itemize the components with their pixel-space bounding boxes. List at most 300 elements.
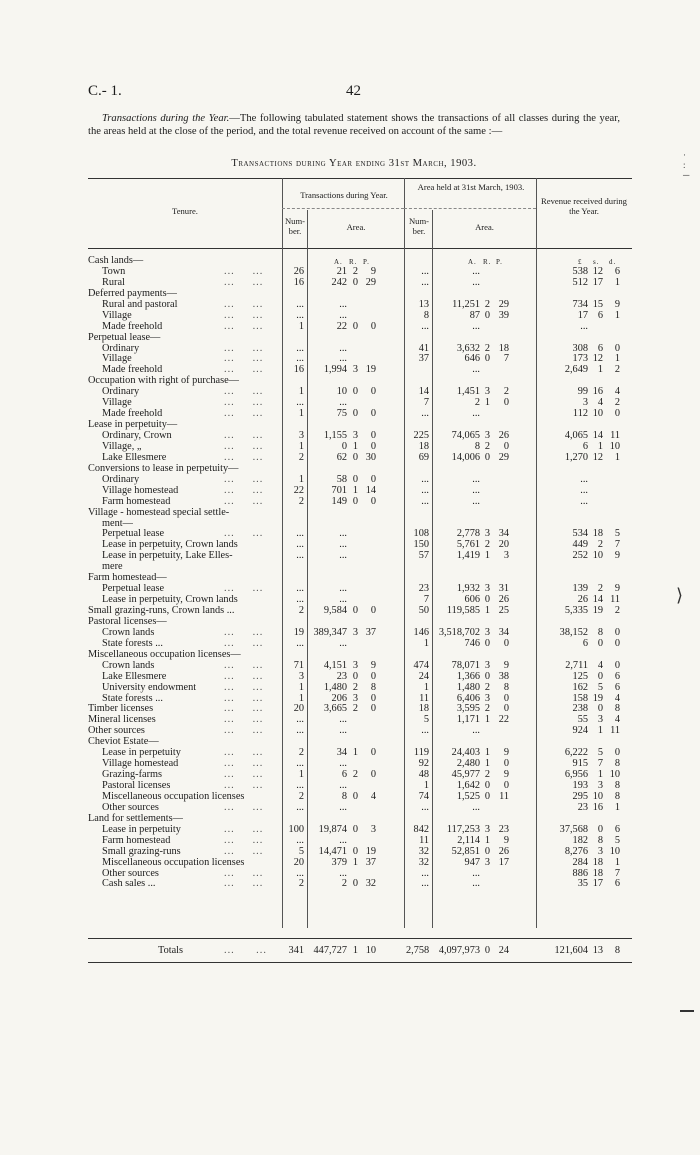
cell-revenue-pence: 10: [609, 440, 620, 452]
cell-held-acres: ...: [472, 801, 480, 813]
cell-acres: ...: [339, 637, 347, 649]
leader-dots: ... ...: [224, 320, 264, 332]
cell-acres: ...: [339, 583, 347, 595]
leader-dots: ... ...: [224, 298, 264, 310]
unit-acres: A.: [468, 258, 477, 266]
cell-roods: 3: [352, 692, 358, 704]
cell-held-number: ...: [421, 878, 429, 890]
tenure-label: Small grazing-runs: [102, 845, 181, 857]
tenure-label: Timber licenses: [88, 703, 154, 715]
cell-number: 19: [293, 626, 304, 638]
cell-revenue-pounds: 886: [572, 867, 588, 879]
cell-held-acres: 1,451: [456, 386, 480, 398]
unit-roods: R.: [483, 258, 492, 266]
leader-dots: ... ...: [224, 725, 264, 737]
cell-held-number: 69: [418, 451, 429, 463]
cell-revenue-shillings: 17: [592, 878, 603, 890]
tenure-label: Lease in perpetuity: [102, 747, 181, 759]
cell-acres: 58: [336, 473, 347, 485]
cell-held-roods: 0: [484, 637, 490, 649]
cell-acres: ...: [339, 353, 347, 365]
cell-held-number: 108: [413, 528, 429, 540]
table-row: [88, 617, 632, 628]
cell-revenue-pounds: 17: [577, 309, 588, 321]
cell-held-acres: 5,761: [456, 539, 480, 551]
cell-revenue-pence: 6: [614, 265, 620, 277]
cell-held-acres: 1,642: [456, 780, 480, 791]
cell-held-perches: 2: [503, 386, 509, 398]
cell-revenue-shillings: 18: [592, 528, 603, 540]
cell-held-perches: 8: [503, 681, 509, 693]
cell-roods: 0: [352, 670, 358, 682]
cell-roods: 0: [352, 790, 358, 802]
cell-revenue-pence: 11: [610, 725, 620, 737]
cell-revenue-pounds: 2,711: [565, 659, 588, 671]
tenure-label: Crown lands: [102, 659, 155, 671]
table-row: [88, 431, 632, 442]
cell-revenue-pounds: 37,568: [559, 823, 588, 835]
tenure-label: Lease in perpetuity, Lake Elles-: [102, 550, 233, 562]
leader-dots: ... ...: [224, 408, 264, 420]
tenure-label: Rural: [102, 276, 125, 288]
cell-revenue-shillings: 3: [597, 714, 603, 726]
tenure-label: Ordinary: [102, 386, 140, 398]
cell-revenue-pounds: 238: [572, 703, 588, 715]
cell-acres: 14,471: [318, 845, 347, 857]
cell-held-acres: 8: [474, 440, 480, 452]
cell-revenue-shillings: 4: [597, 659, 603, 671]
table-top-rule: [88, 178, 632, 179]
table-row: [88, 267, 632, 278]
cell-revenue-shillings: 1: [597, 725, 603, 737]
cell-held-perches: 0: [503, 692, 509, 704]
cell-revenue-pence: 4: [614, 692, 620, 704]
cell-held-number: ...: [421, 473, 429, 485]
cell-held-number: ...: [421, 276, 429, 288]
table-row: [88, 650, 632, 661]
table-row: [88, 606, 632, 617]
cell-revenue-shillings: 0: [597, 703, 603, 715]
cell-revenue-shillings: 4: [597, 397, 603, 409]
cell-revenue-pence: 4: [614, 386, 620, 398]
leader-dots: ... ...: [224, 714, 264, 726]
cell-held-acres: 14,006: [451, 451, 480, 463]
cell-revenue-shillings: 3: [597, 780, 603, 791]
tenure-label: Pastoral licenses: [102, 780, 171, 791]
table-row: [88, 256, 632, 267]
cell-revenue-pounds: 35: [577, 878, 588, 890]
cell-revenue-pence: 7: [614, 867, 620, 879]
cell-revenue-pence: 2: [614, 364, 620, 376]
cell-held-roods: 1: [484, 747, 490, 759]
table-row: [88, 442, 632, 453]
cell-acres: ...: [339, 758, 347, 770]
tenure-label: Village homestead: [102, 758, 179, 770]
cell-held-number: ...: [421, 320, 429, 332]
cell-held-perches: 26: [498, 845, 509, 857]
cell-number: ...: [296, 539, 304, 551]
cell-revenue-pence: 5: [614, 528, 620, 540]
leader-dots: ... ...: [224, 823, 264, 835]
tenure-label: Lease in perpetuity, Crown lands: [102, 594, 238, 606]
cell-held-roods: 2: [484, 298, 490, 310]
cell-held-acres: ...: [472, 878, 480, 890]
totals-revenue-pounds: 121,604: [554, 945, 588, 956]
cell-acres: 2: [341, 878, 347, 890]
tenure-label: Village homestead: [102, 484, 179, 496]
cell-held-roods: 0: [484, 451, 490, 463]
unit-pence: d.: [609, 258, 617, 266]
cell-held-acres: ...: [472, 495, 480, 507]
cell-held-acres: 2,114: [457, 834, 480, 846]
leader-dots: ... ...: [224, 758, 264, 770]
cell-revenue-shillings: 0: [597, 637, 603, 649]
cell-perches: 4: [370, 790, 376, 802]
table-row: [88, 573, 632, 584]
cell-held-roods: 0: [484, 670, 490, 682]
cell-acres: 10: [336, 386, 347, 398]
cell-revenue-pence: 6: [614, 823, 620, 835]
leader-dots: ... ...: [224, 309, 264, 321]
cell-revenue-pounds: 112: [572, 408, 588, 420]
unit-perches: P.: [363, 258, 370, 266]
cell-number: ...: [296, 758, 304, 770]
transactions-table: [88, 178, 632, 1003]
tenure-label: Made freehold: [102, 408, 163, 420]
intro-paragraph: [88, 112, 620, 138]
table-row: [88, 562, 632, 573]
cell-revenue-pounds: 284: [572, 856, 588, 868]
tenure-label: Land for settlements—: [88, 812, 183, 824]
cell-perches: 19: [365, 364, 376, 376]
area-header: Area.: [346, 222, 366, 232]
unit-pounds: £: [578, 258, 583, 266]
cell-held-roods: 3: [484, 856, 490, 868]
tenure-label: Village: [102, 309, 132, 321]
cell-perches: 3: [370, 823, 376, 835]
cell-perches: 0: [370, 440, 376, 452]
cell-held-acres: 24,403: [451, 747, 480, 759]
cell-revenue-pounds: 2,649: [564, 364, 588, 376]
cell-held-roods: 0: [484, 790, 490, 802]
cell-revenue-shillings: 1: [597, 769, 603, 781]
leader-dots: ... ...: [224, 364, 264, 376]
cell-acres: ...: [339, 550, 347, 562]
cell-revenue-pence: 8: [614, 758, 620, 770]
cell-revenue-shillings: 6: [597, 309, 603, 321]
table-bottom-rule: [88, 962, 632, 963]
cell-number: ...: [296, 714, 304, 726]
cell-acres: 379: [331, 856, 347, 868]
tenure-label: Farm homestead—: [88, 572, 167, 584]
cell-roods: 0: [352, 386, 358, 398]
cell-held-perches: 0: [503, 703, 509, 715]
cell-held-acres: 1,480: [456, 681, 480, 693]
cell-revenue-pounds: 6: [582, 637, 588, 649]
cell-number: ...: [296, 309, 304, 321]
cell-held-acres: 606: [464, 594, 480, 606]
cell-revenue-pence: 11: [610, 594, 620, 606]
table-row: [88, 759, 632, 770]
cell-acres: 1,480: [323, 681, 347, 693]
cell-number: 2: [298, 451, 304, 463]
tenure-label: Made freehold: [102, 364, 163, 376]
cell-number: 2: [298, 605, 304, 616]
cell-held-roods: 2: [484, 342, 490, 354]
cell-roods: 0: [352, 845, 358, 857]
cell-held-number: 7: [423, 397, 429, 409]
table-row: [88, 311, 632, 322]
cell-held-number: 1: [423, 681, 429, 693]
cell-acres: 242: [331, 276, 347, 288]
table-row: [88, 694, 632, 705]
cell-held-number: 13: [418, 298, 429, 310]
cell-number: ...: [296, 397, 304, 409]
cell-number: 2: [298, 878, 304, 890]
cell-held-number: ...: [421, 495, 429, 507]
cell-held-number: 146: [413, 626, 429, 638]
cell-number: ...: [296, 637, 304, 649]
cell-held-perches: 29: [498, 298, 509, 310]
leader-dots: ... ...: [224, 801, 264, 813]
leader-dots: ... ...: [224, 845, 264, 857]
cell-acres: ...: [339, 309, 347, 321]
cell-revenue-shillings: 14: [592, 594, 603, 606]
cell-revenue-shillings: 1: [597, 440, 603, 452]
cell-acres: 206: [331, 692, 347, 704]
cell-revenue-pence: 6: [614, 670, 620, 682]
cell-held-number: ...: [421, 484, 429, 496]
totals-revenue-pence: 8: [614, 945, 620, 956]
cell-number: ...: [296, 780, 304, 791]
cell-held-roods: 3: [484, 659, 490, 671]
tenure-label: Made freehold: [102, 320, 163, 332]
cell-number: 1: [298, 386, 304, 398]
cell-number: ...: [296, 342, 304, 354]
cell-revenue-pounds: ...: [580, 473, 588, 485]
cell-number: ...: [296, 353, 304, 365]
cell-held-perches: 7: [503, 353, 509, 365]
cell-held-perches: 26: [498, 594, 509, 606]
tenure-label: Cheviot Estate—: [88, 736, 159, 748]
cell-held-perches: 18: [498, 342, 509, 354]
cell-held-acres: 1,419: [456, 550, 480, 562]
cell-revenue-pence: 6: [614, 681, 620, 693]
leader-dots: ... ...: [224, 878, 264, 890]
tenure-label: Miscellaneous occupation licenses—: [88, 648, 241, 660]
totals-label: Totals: [158, 945, 184, 956]
series-label: C.- 1.: [88, 83, 122, 99]
cell-held-perches: 3: [503, 550, 509, 562]
totals-held-number: 2,758: [406, 945, 430, 956]
tenure-label: Town: [102, 265, 126, 277]
cell-held-roods: 3: [484, 528, 490, 540]
cell-perches: 0: [370, 430, 376, 441]
tenure-label: State forests ...: [102, 637, 163, 649]
header-bottom-rule: [88, 248, 632, 249]
cell-revenue-pounds: 1,270: [564, 451, 588, 463]
cell-revenue-pence: 1: [614, 451, 620, 463]
cell-held-acres: 3,632: [456, 342, 480, 354]
leader-dots: ... ...: [224, 703, 264, 715]
cell-number: 1: [298, 320, 304, 332]
cell-roods: 0: [352, 276, 358, 288]
cell-number: ...: [296, 594, 304, 606]
cell-number: 2: [298, 495, 304, 507]
cell-held-number: 842: [413, 823, 429, 835]
cell-revenue-shillings: 7: [597, 758, 603, 770]
cell-revenue-shillings: 19: [592, 692, 603, 704]
cell-roods: 3: [352, 659, 358, 671]
cell-held-roods: 1: [484, 397, 490, 409]
cell-held-acres: 646: [464, 353, 480, 365]
cell-revenue-pence: 0: [614, 659, 620, 671]
table-row: [88, 726, 632, 737]
cell-held-roods: 3: [484, 386, 490, 398]
tenure-header: Tenure.: [172, 206, 198, 216]
cell-revenue-pence: 0: [614, 408, 620, 420]
cell-acres: 8: [341, 790, 347, 802]
cell-held-roods: 0: [484, 780, 490, 791]
totals-roods: 1: [352, 945, 358, 956]
number-header: Num-ber.: [408, 216, 430, 236]
cell-number: 1: [298, 473, 304, 485]
cell-held-roods: 1: [484, 550, 490, 562]
cell-revenue-pounds: 158: [572, 692, 588, 704]
leader-dots: ... ...: [224, 834, 264, 846]
cell-revenue-pence: 6: [614, 878, 620, 890]
leader-dots: ... ...: [224, 945, 267, 956]
cell-revenue-shillings: 6: [597, 342, 603, 354]
cell-acres: ...: [339, 780, 347, 791]
transactions-group-header: Transactions during Year.: [300, 190, 388, 200]
cell-acres: 21: [336, 265, 347, 277]
cell-held-perches: 9: [503, 747, 509, 759]
cell-acres: 1,994: [323, 364, 347, 376]
unit-acres: A.: [334, 258, 343, 266]
table-row: [88, 333, 632, 344]
cell-held-acres: 2,778: [456, 528, 480, 540]
cell-revenue-pounds: 38,152: [559, 626, 588, 638]
cell-acres: 1,155: [323, 430, 347, 441]
cell-acres: 6: [341, 769, 347, 781]
leader-dots: ... ...: [224, 867, 264, 879]
cell-revenue-pounds: 252: [572, 550, 588, 562]
cell-held-perches: 26: [498, 430, 509, 441]
cell-held-number: ...: [421, 801, 429, 813]
cell-revenue-shillings: 8: [597, 834, 603, 846]
leader-dots: ... ...: [224, 659, 264, 671]
cell-acres: 75: [336, 408, 347, 420]
cell-acres: 22: [336, 320, 347, 332]
tenure-label: Grazing-farms: [102, 769, 163, 781]
tenure-label: Other sources: [88, 725, 145, 737]
table-row: [88, 344, 632, 355]
cell-perches: 0: [370, 386, 376, 398]
cell-revenue-pounds: 4,065: [564, 430, 588, 441]
cell-held-acres: 1,366: [456, 670, 480, 682]
cell-revenue-pence: 8: [614, 780, 620, 791]
cell-held-number: ...: [421, 867, 429, 879]
cell-held-acres: ...: [472, 320, 480, 332]
leader-dots: ... ...: [224, 440, 264, 452]
cell-held-acres: ...: [472, 408, 480, 420]
cell-roods: 3: [352, 430, 358, 441]
cell-revenue-shillings: 16: [592, 386, 603, 398]
table-row: [88, 387, 632, 398]
unit-shillings: s.: [593, 258, 600, 266]
cell-roods: 3: [352, 626, 358, 638]
cell-held-number: 8: [423, 309, 429, 321]
cell-perches: 37: [365, 856, 376, 868]
cell-number: 71: [293, 659, 304, 671]
table-row: [88, 661, 632, 672]
tenure-label: Deferred payments—: [88, 287, 177, 299]
cell-roods: 2: [352, 703, 358, 715]
cell-revenue-shillings: 2: [597, 539, 603, 551]
cell-perches: 32: [365, 878, 376, 890]
cell-held-number: 150: [413, 539, 429, 551]
cell-held-roods: 0: [484, 594, 490, 606]
cell-held-number: 48: [418, 769, 429, 781]
tenure-label: Perpetual lease: [102, 528, 165, 540]
cell-revenue-pounds: 5,335: [564, 605, 588, 616]
cell-revenue-pounds: 915: [572, 758, 588, 770]
cell-held-roods: 3: [484, 823, 490, 835]
tenure-label: Lease in perpetuity: [102, 823, 181, 835]
cell-acres: 9,584: [323, 605, 347, 616]
cell-held-number: 32: [418, 856, 429, 868]
cell-number: 1: [298, 408, 304, 420]
cell-held-number: 11: [419, 692, 429, 704]
cell-perches: 0: [370, 408, 376, 420]
tenure-label: State forests ...: [102, 692, 163, 704]
cell-revenue-shillings: 8: [597, 626, 603, 638]
cell-number: 22: [293, 484, 304, 496]
cell-revenue-pence: 0: [614, 342, 620, 354]
cell-held-acres: 2,480: [456, 758, 480, 770]
cell-revenue-pence: 1: [614, 309, 620, 321]
cell-number: 2: [298, 747, 304, 759]
leader-dots: ... ...: [224, 747, 264, 759]
tenure-label: Village: [102, 353, 132, 365]
cell-perches: 9: [370, 659, 376, 671]
leader-dots: ... ...: [224, 430, 264, 441]
cell-held-acres: ...: [472, 276, 480, 288]
cell-revenue-shillings: 16: [592, 801, 603, 813]
totals-acres: 447,727: [313, 945, 347, 956]
cell-acres: 149: [331, 495, 347, 507]
cell-number: 3: [298, 430, 304, 441]
cell-acres: ...: [339, 725, 347, 737]
cell-perches: 0: [370, 473, 376, 485]
cell-held-roods: 2: [484, 539, 490, 551]
cell-held-number: 119: [413, 747, 429, 759]
tenure-label: Lake Ellesmere: [102, 451, 167, 463]
cell-revenue-pence: 10: [609, 845, 620, 857]
cell-held-acres: 52,851: [451, 845, 480, 857]
table-row: [88, 836, 632, 847]
cell-held-roods: 2: [484, 440, 490, 452]
cell-acres: ...: [339, 714, 347, 726]
cell-held-number: 57: [418, 550, 429, 562]
cell-roods: 2: [352, 681, 358, 693]
cell-held-acres: 117,253: [446, 823, 480, 835]
cell-held-perches: 34: [498, 528, 509, 540]
leader-dots: ... ...: [224, 451, 264, 463]
totals-held-perches: 24: [498, 945, 509, 956]
cell-revenue-shillings: 0: [597, 823, 603, 835]
